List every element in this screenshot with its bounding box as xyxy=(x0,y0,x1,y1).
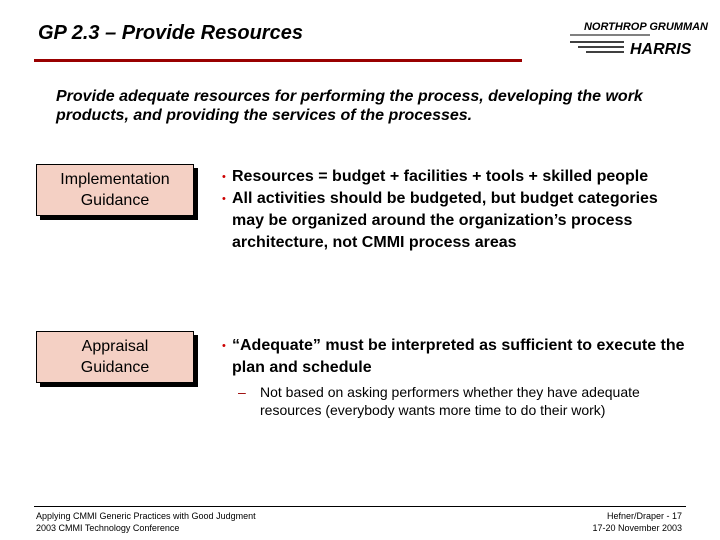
footer-right xyxy=(592,510,682,534)
harris-logo-text: HARRIS xyxy=(630,41,692,58)
bullet-icon: • xyxy=(222,340,226,352)
implementation-label-line1: Implementation xyxy=(60,171,170,188)
sub-list-item: – Not based on asking performers whether they have adequate resources (everybody wants more time to do their work) xyxy=(238,384,640,418)
bullet-icon: • xyxy=(222,193,226,205)
list-item: • All activities should be budgeted, but budget categories may be organized around the organization’s process architecture, not CMMI process areas xyxy=(222,190,658,251)
northrop-grumman-logo-text: NORTHROP GRUMMAN xyxy=(583,21,708,33)
intro-statement: Provide adequate resources for performing the process, developing the work products, and providing the services of the processes. xyxy=(56,88,643,124)
appraisal-label-line2: Guidance xyxy=(80,359,150,376)
footer-conference: 2003 CMMI Technology Conference xyxy=(36,523,180,533)
title-underline xyxy=(34,59,522,62)
footer-date: 17-20 November 2003 xyxy=(592,523,682,533)
appraisal-label-line1: Appraisal xyxy=(81,338,149,355)
footer-divider xyxy=(34,506,686,507)
footer-presentation-title: Applying CMMI Generic Practices with Good Judgment xyxy=(36,511,256,521)
footer-page-number: Hefner/Draper - 17 xyxy=(606,511,682,521)
implementation-guidance-label xyxy=(36,164,194,216)
appraisal-bullets xyxy=(222,335,692,419)
list-item: • Resources = budget + facilities + tools + skilled people xyxy=(222,166,692,188)
slide-title: GP 2.3 – Provide Resources xyxy=(38,22,303,44)
appraisal-guidance-label xyxy=(36,331,194,383)
implementation-bullets xyxy=(222,166,692,254)
harris-logo xyxy=(570,30,710,58)
dash-icon: – xyxy=(238,384,246,400)
list-item: • “Adequate” must be interpreted as sufficient to execute the plan and schedule xyxy=(222,337,685,376)
footer-left xyxy=(36,510,256,534)
bullet-icon: • xyxy=(222,171,226,183)
implementation-label-line2: Guidance xyxy=(80,192,150,209)
